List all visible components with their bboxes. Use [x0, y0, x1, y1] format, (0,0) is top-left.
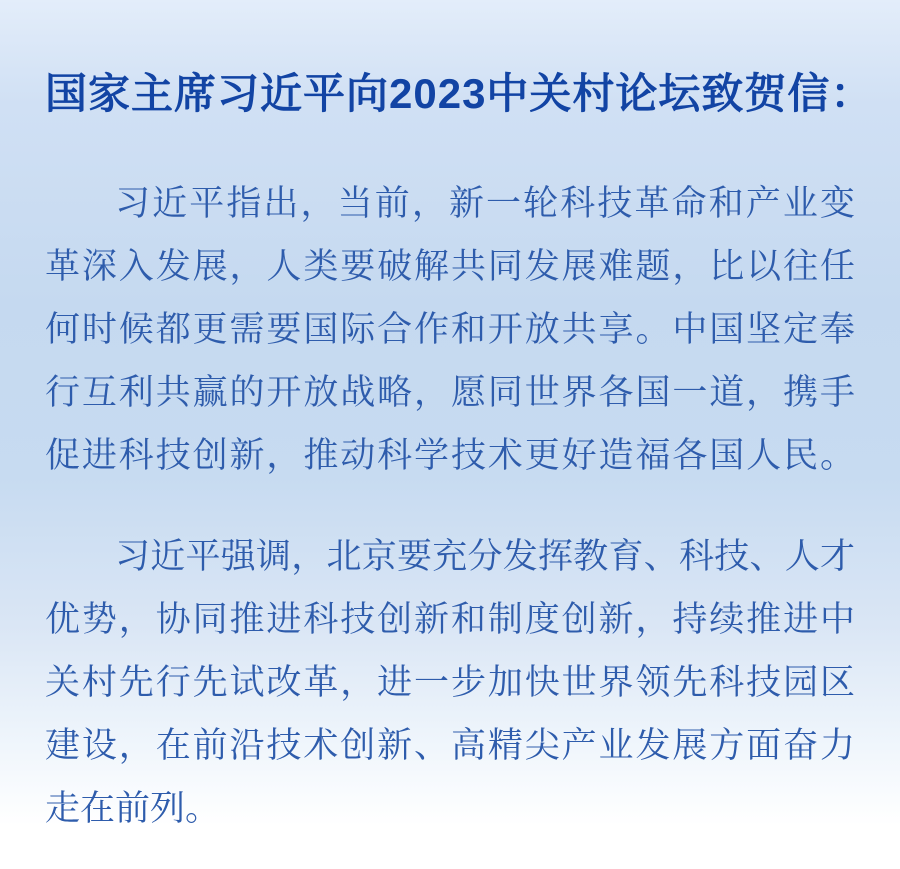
body-line: 建设，在前沿技术创新、高精尖产业发展方面奋力	[45, 726, 855, 765]
page-title: 国家主席习近平向2023中关村论坛致贺信：	[45, 70, 874, 117]
body-line: 何时候都更需要国际合作和开放共享。中国坚定奉	[45, 310, 855, 349]
body-line: 习近平强调，北京要充分发挥教育、科技、人才	[115, 537, 855, 576]
body-line: 优势，协同推进科技创新和制度创新，持续推进中	[45, 600, 855, 639]
body-line: 关村先行先试改革，进一步加快世界领先科技园区	[45, 663, 855, 702]
paragraph-1	[45, 172, 855, 487]
body-line: 促进科技创新，推动科学技术更好造福各国人民。	[45, 436, 855, 475]
body-line: 行互利共赢的开放战略，愿同世界各国一道，携手	[45, 373, 855, 412]
paragraph-2	[45, 525, 855, 840]
body-line: 革深入发展，人类要破解共同发展难题，比以往任	[45, 247, 855, 286]
body-line: 习近平指出，当前，新一轮科技革命和产业变	[115, 184, 855, 223]
body-line: 走在前列。	[45, 789, 221, 828]
